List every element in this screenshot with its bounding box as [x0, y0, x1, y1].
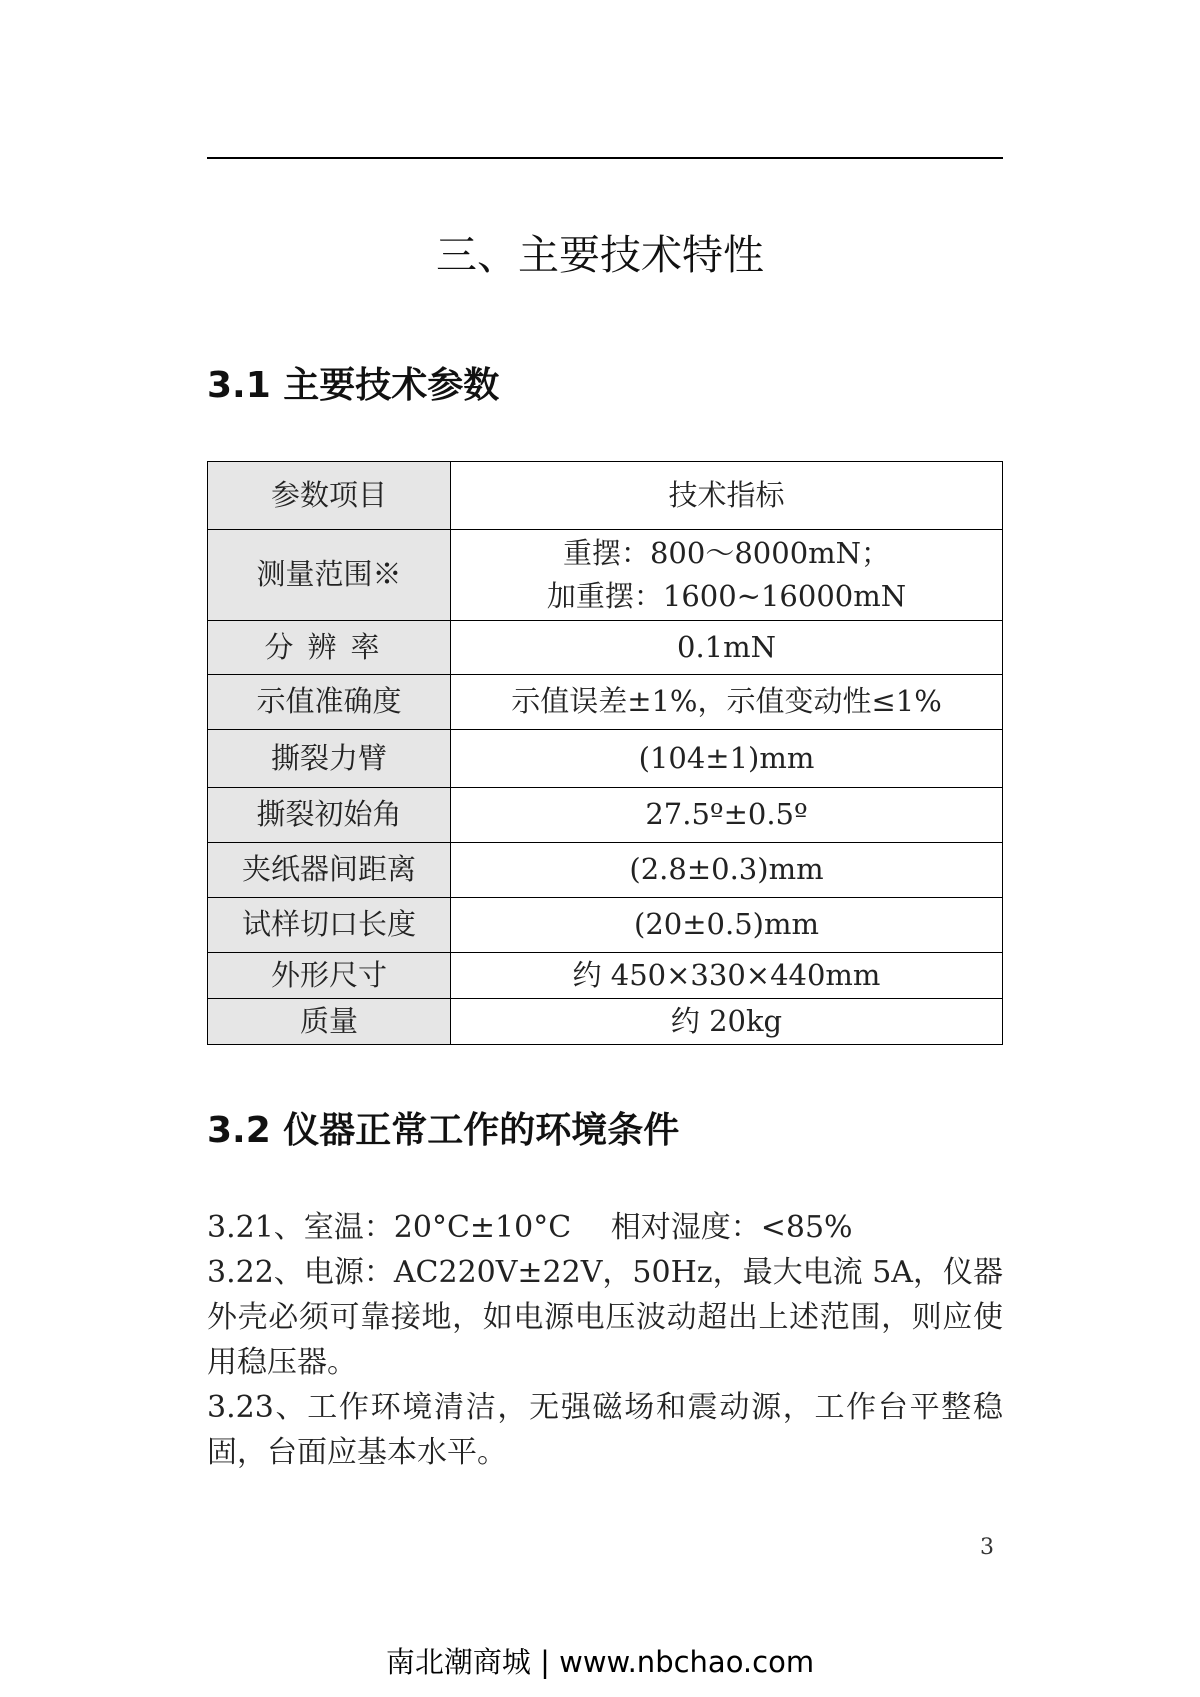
row-label: 分辨率	[208, 621, 451, 675]
section-title-3-2: 3.2 仪器正常工作的环境条件	[207, 1110, 680, 1151]
header-param: 参数项目	[208, 462, 451, 530]
section-title-3-1: 3.1 主要技术参数	[207, 365, 500, 406]
page-number: 3	[980, 1535, 994, 1560]
row-value: (2.8±0.3)mm	[451, 843, 1003, 898]
row-value: (20±0.5)mm	[451, 898, 1003, 953]
row-value: 约 20kg	[451, 999, 1003, 1045]
table-row	[208, 788, 1003, 843]
condition-item: 3.22、电源：AC220V±22V，50Hz，最大电流 5A，仪器外壳必须可靠接地，如电源电压波动超出上述范围，则应使用稳压器。	[207, 1255, 1003, 1380]
row-value: 27.5º±0.5º	[451, 788, 1003, 843]
row-value: 示值误差±1%，示值变动性≤1%	[451, 675, 1003, 730]
row-label: 夹纸器间距离	[208, 843, 451, 898]
row-label: 测量范围※	[208, 530, 451, 621]
tech-spec-table	[207, 461, 1003, 1045]
row-label: 撕裂初始角	[208, 788, 451, 843]
row-label: 撕裂力臂	[208, 730, 451, 788]
row-label: 试样切口长度	[208, 898, 451, 953]
row-value-line: 重摆：800～8000mN；	[562, 535, 891, 570]
table-row	[208, 953, 1003, 999]
condition-item: 3.23、工作环境清洁，无强磁场和震动源，工作台平整稳固，台面应基本水平。	[207, 1390, 1003, 1470]
row-value: 0.1mN	[451, 621, 1003, 675]
table-row	[208, 730, 1003, 788]
condition-item: 3.21、室温：20°C±10°C 相对湿度：<85%	[207, 1210, 853, 1245]
table-row	[208, 898, 1003, 953]
row-value-line: 加重摆：1600~16000mN	[546, 579, 907, 613]
table-row	[208, 999, 1003, 1045]
environment-conditions	[207, 1205, 1003, 1475]
row-value: 约 450×330×440mm	[451, 953, 1003, 999]
header-spec: 技术指标	[451, 462, 1003, 530]
table-header-row	[208, 462, 1003, 530]
row-label: 示值准确度	[208, 675, 451, 730]
row-label: 质量	[208, 999, 451, 1045]
row-value: (104±1)mm	[451, 730, 1003, 788]
table-row	[208, 843, 1003, 898]
table-row	[208, 675, 1003, 730]
header-rule	[207, 157, 1003, 159]
table-row	[208, 621, 1003, 675]
table-row	[208, 530, 1003, 621]
chapter-title: 三、主要技术特性	[436, 231, 764, 279]
row-label: 外形尺寸	[208, 953, 451, 999]
footer-watermark: 南北潮商城 | www.nbchao.com	[385, 1645, 815, 1679]
row-value	[451, 530, 1003, 621]
